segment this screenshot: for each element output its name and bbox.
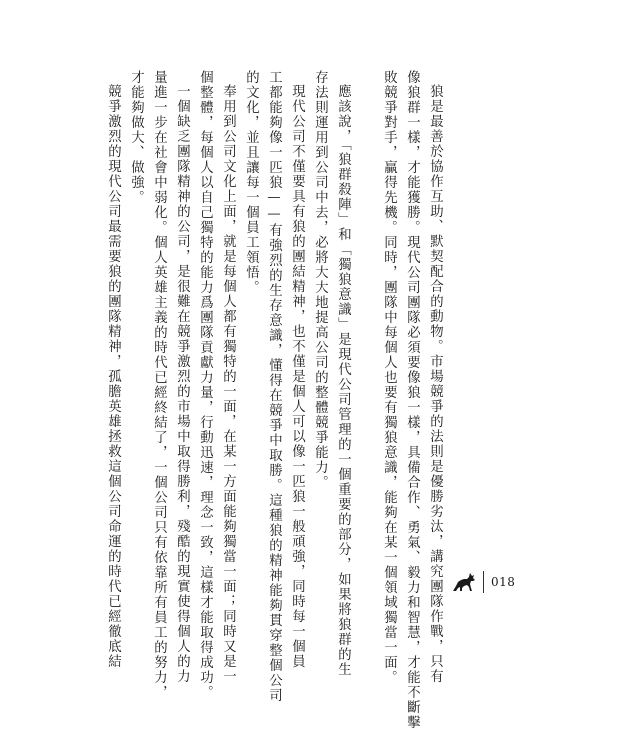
text-column: 個整體，每個人以自己獨特的能力爲團隊貢獻力量，行動迅速，理念一致，這樣才能取得成功。 [197,70,213,700]
text-column: 工都能夠像一匹狼——有強烈的生存意識，懂得在競爭中取勝。這種狼的精神能夠貫穿整個公司 [266,70,282,704]
page-footer [452,571,515,593]
text-column: 存法則運用到公司中去，必將大大地提高公司的整體競爭能力。 [312,70,328,490]
footer-divider [483,571,484,593]
text-column: 奉用到公司文化上面，就是每個人都有獨特的一面，在某一方面能夠獨當一面；同時又是一 [220,84,236,684]
text-column: 像狼群一樣，才能獲勝。現代公司團隊必須要像狼一樣，具備合作、勇氣、毅力和智慧，才能不斷擊 [404,70,420,730]
text-column: 應該說，「狼群殺陣」和「獨狼意識」是現代公司管理的一個重要的部分，如果將狼群的生 [335,84,351,678]
text-column: 的文化，並且讓每一個員工領悟。 [243,70,259,295]
text-column: 量進一步在社會中弱化。個人英雄主義的時代已經終結了，一個公司只有依靠所有員工的努力， [151,70,167,700]
text-column: 狼是最善於協作互助、默契配合的動物。市場競爭的法則是優勝劣汰，講究團隊作戰，只有 [427,84,443,684]
text-column: 競爭激烈的現代公司最需要狼的團隊精神，孤膽英雄拯救這個公司命運的時代已經徹底結 [105,84,121,669]
howling-wolf-icon [452,572,478,592]
page-number: 018 [491,575,516,589]
text-column: 敗競爭對手，贏得先機。同時，團隊中每個人也要有獨狼意識，能夠在某一個領域獨當一面。 [381,70,397,685]
text-column: 現代公司不僅要具有狼的團結精神，也不僅是個人可以像一匹狼一般頑強，同時每一個員 [289,84,305,669]
text-column: 一個缺乏團隊精神的公司，是很難在競爭激烈的市場中取得勝利，殘酷的現實使得個人的力 [174,84,190,684]
text-column: 才能夠做大、做強。 [128,70,144,205]
